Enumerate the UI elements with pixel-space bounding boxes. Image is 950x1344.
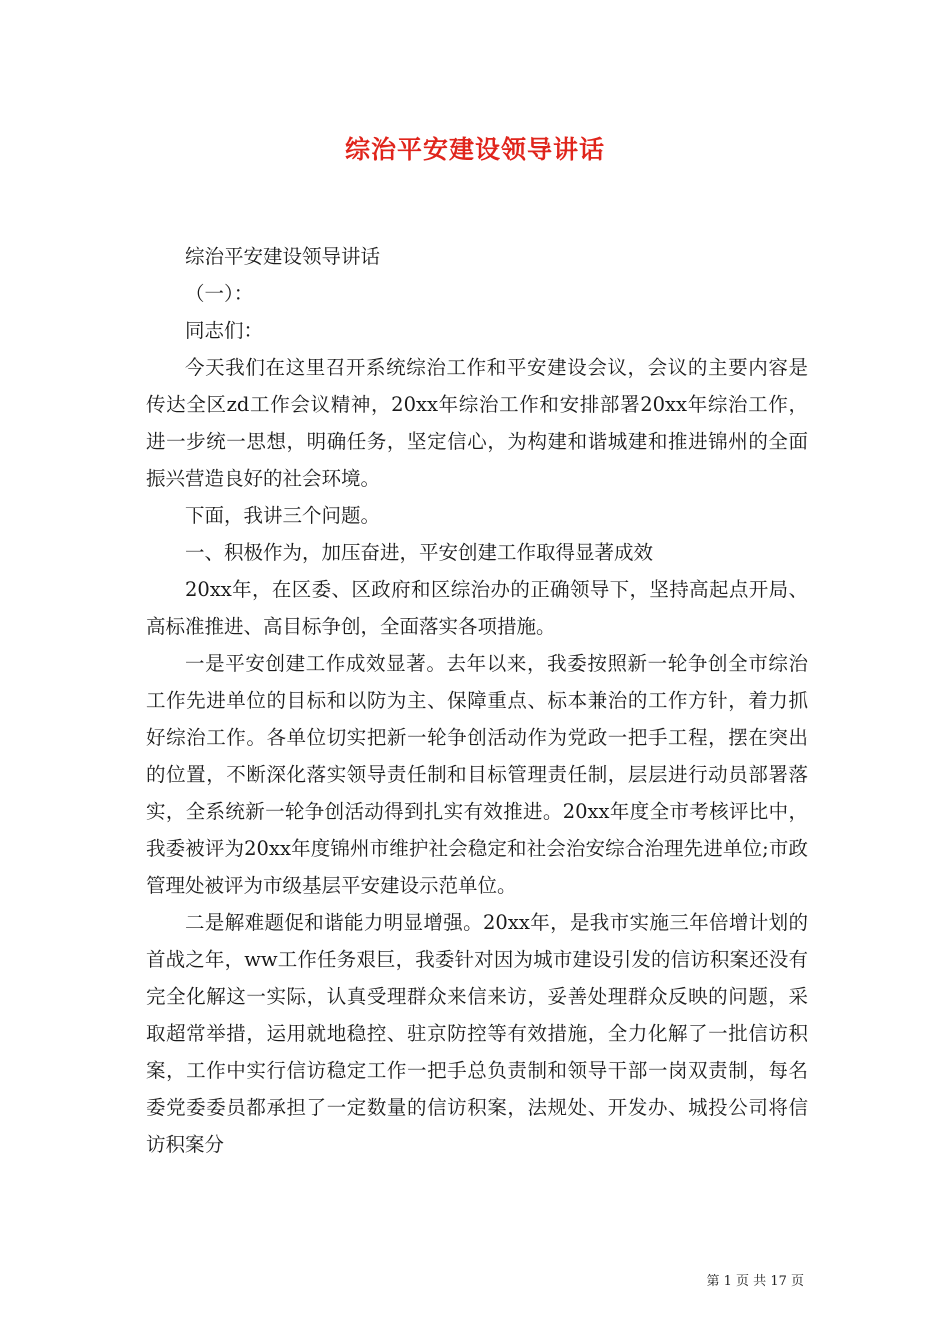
paragraph-intro: 今天我们在这里召开系统综治工作和平安建设会议，会议的主要内容是传达全区zd工作会议精神，20xx年综治工作和安排部署20xx年综治工作，进一步统一思想，明确任务，坚定信心，为构建和谐城建和推进锦州的全面振兴营造良好的社会环境。 — [146, 356, 808, 490]
section-heading-1: 一、积极作为，加压奋进，平安创建工作取得显著成效 — [185, 541, 654, 564]
paragraph-point-2: 二是解难题促和谐能力明显增强。20xx年，是我市实施三年倍增计划的首战之年，ww工作任务艰巨，我委针对因为城市建设引发的信访积案还没有完全化解这一实际，认真受理群众来信来访，妥善处理群众反映的问题，采取超常举措，运用就地稳控、驻京防控等有效措施，全力化解了一批信访积案，工作中实行信访稳定工作一把手总负责制和领导干部一岗双责制，每名委党委委员都承担了一定数量的信访积案，法规处、开发办、城投公司将信访积案分 — [146, 911, 808, 1156]
page-number: 第 1 页 共 17 页 — [706, 1274, 804, 1289]
paragraph-point-1: 一是平安创建工作成效显著。去年以来，我委按照新一轮争创全市综治工作先进单位的目标和以防为主、保障重点、标本兼治的工作方针，着力抓好综治工作。各单位切实把新一轮争创活动作为党政一把手工程，摆在突出的位置，不断深化落实领导责任制和目标管理责任制，层层进行动员部署落实，全系统新一轮争创活动得到扎实有效推进。20xx年度全市考核评比中，我委被评为20xx年度锦州市维护社会稳定和社会治安综合治理先进单位;市政管理处被评为市级基层平安建设示范单位。 — [146, 652, 808, 897]
paragraph-outline: 下面，我讲三个问题。 — [185, 504, 381, 527]
document-title: 综治平安建设领导讲话 — [344, 135, 605, 164]
paragraph-salutation: 同志们： — [185, 319, 264, 342]
paragraph-section-marker: （一）： — [185, 282, 254, 305]
paragraph-subtitle: 综治平安建设领导讲话 — [185, 245, 381, 268]
document-body — [146, 238, 808, 1163]
paragraph-summary: 20xx年，在区委、区政府和区综治办的正确领导下，坚持高起点开局、高标准推进、高目标争创，全面落实各项措施。 — [146, 578, 808, 638]
